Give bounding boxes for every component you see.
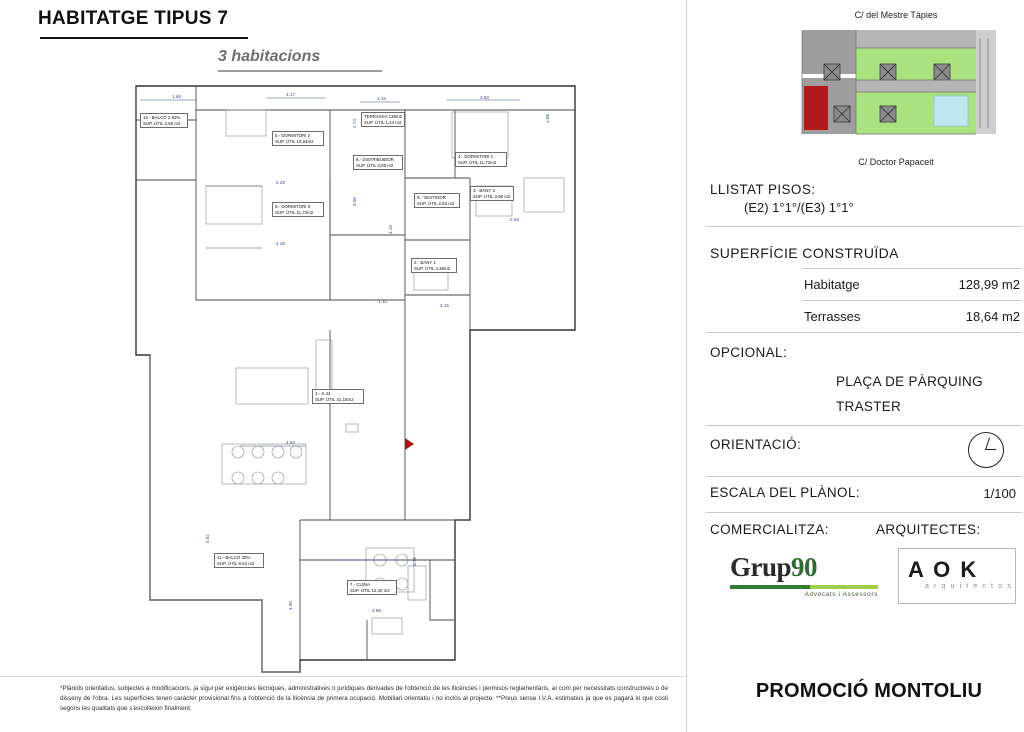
dimension-label: 4.17 [286,92,295,97]
dimension-label: 4.63 [286,440,295,445]
area-value-habitatge: 128,99 m2 [958,277,1020,292]
dimension-label: 4.90 [288,601,293,610]
dimension-label: 3.76 [412,557,417,566]
room-tag: 2.- BANY 1 SUP. ÚTIL 4,36m2 [411,258,457,273]
dimension-label: 1.15 [377,96,386,101]
page-subtitle: 3 habitacions [218,48,321,65]
scale-label: ESCALA DEL PLÀNOL: [710,485,861,500]
site-key-plan-svg [794,24,1000,152]
grup90-logo-tagline: Advocats i Assessors [804,591,878,598]
north-compass-icon [968,432,1004,468]
grup90-logo [730,552,882,602]
listing-label: LLISTAT PISOS: [710,182,816,197]
dimension-label: 2.15 [440,303,449,308]
aok-logo-text: A O K [908,557,979,582]
divider [706,226,1022,227]
room-tag: 8.- DISTRIBUIDOR SUP. ÚTIL 3,95 m2 [353,155,403,170]
optional-item-parking: PLAÇA DE PÀRQUING [836,374,983,389]
room-tag: 3.- BANY 2 SUP. ÚTIL 3,96 m2 [470,186,514,201]
built-area-label: SUPERFÍCIE CONSTRUÏDA [710,245,899,261]
divider [706,332,1022,333]
info-panel [706,0,1024,732]
scale-value: 1/100 [983,486,1016,501]
divider [802,268,1022,269]
room-tag: 7.- CUINA SUP. ÚTIL 12,40 m2 [347,580,397,595]
room-tag: TERRASSA 128m2 SUP. ÚTIL 1,24 m2 [361,112,405,127]
listing-value: (E2) 1°1°/(E3) 1°1° [744,200,854,215]
room-tag: 9.- VESTIDOR SUP. ÚTIL 2,63 m2 [414,193,460,208]
room-tag: 5.- DORMITORI 2 SUP. ÚTIL 10,64m2 [272,131,324,146]
dimension-label: 3.85 [372,608,381,613]
dimension-label: 4.29 [276,180,285,185]
grup90-logo-text: Grup90 [730,552,818,582]
aok-logo-tagline: a r q u i t e c t o s [925,583,1013,590]
site-key-plan [794,24,1000,152]
optional-label: OPCIONAL: [710,345,788,360]
orientation-label: ORIENTACIÓ: [710,437,802,452]
divider [802,300,1022,301]
room-tag: 6.- DORMITORI 3 SUP. ÚTIL 11,72m2 [272,202,324,217]
room-tag: 1.- S.44 SUP. ÚTIL 41,15m2 [312,389,364,404]
footnote-text: *Plànols orientatius, subjectes a modificacions, ja sigui per exigències tècniques, administratives o jurídiques derivades de l'obtenció de les llicències i permisos reglamentaris, aí com per necessitats constructives o de disseny de l'obra. Les superfícies tenen caràcter provisional fins a l'obtenció de la llicència de primera ocupació. Mobiliari orientatiu i no inclòs al projecte. **Preus sense I.V.A. estimatius ja que es pagarà lo que costi segons les qualitats que s'escolleixin finalment. [60,685,668,712]
dimension-label: 3.00 [352,197,357,206]
grup90-logo-bar [730,585,878,589]
area-value-terrasses: 18,64 m2 [965,309,1020,324]
commercial-label: COMERCIALITZA: [710,522,829,537]
area-label-terrasses: Terrasses [804,309,861,324]
street-label-top: C/ del Mestre Tàpies [854,10,938,20]
room-tag: 4.- DORMITORI 1 SUP. ÚTIL 11,72m2 [455,152,507,167]
footnote-divider [0,676,686,677]
aok-logo [898,548,1016,604]
dimension-label: 2.74 [352,119,357,128]
architects-label: ARQUITECTES: [876,522,981,537]
dimension-label: 4.29 [276,241,285,246]
optional-item-traster: TRASTER [836,399,902,414]
dimension-label: 4.15 [388,225,393,234]
entrance-arrow-icon [405,438,414,450]
area-label-habitatge: Habitatge [804,277,860,292]
page-title: HABITATGE TIPUS 7 [38,8,229,29]
vertical-divider [686,0,687,732]
divider [706,512,1022,513]
dimension-label: 2.68 [545,114,550,123]
dimension-label: 1.15 [378,299,387,304]
divider [706,425,1022,426]
dimension-label: 1.48 [172,94,181,99]
room-tag: 11.- BALCÓ 30% SUP. ÚTIL 9,52 m2 [214,553,264,568]
dimension-label: 4.52 [205,534,210,543]
street-label-bottom: C/ Doctor Papaceit [858,157,934,167]
promotion-title: PROMOCIÓ MONTOLIU [755,680,983,702]
dimension-label: 2.53 [510,217,519,222]
divider [706,476,1022,477]
dimension-label: 4.93 [480,95,489,100]
room-tag: 12.- BALCÓ 2 92% SUP. ÚTIL 3,95 m2 [140,113,188,128]
